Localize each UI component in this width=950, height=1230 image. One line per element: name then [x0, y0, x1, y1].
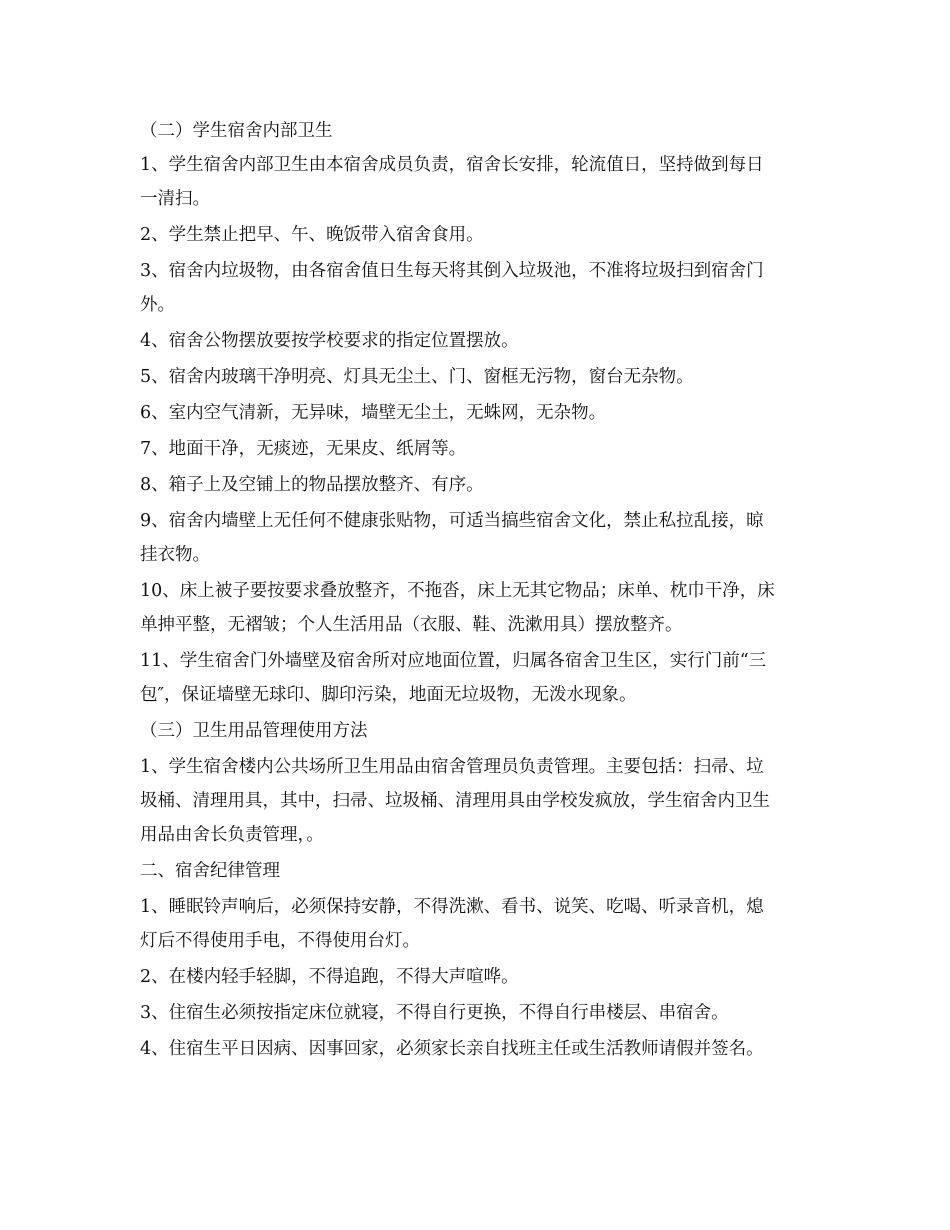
rule-item-4: 4、宿舍公物摆放要按学校要求的指定位置摆放。 — [140, 331, 519, 351]
supplies-item-1-line-2: 圾桶、清理用具，其中，扫帚、垃圾桶、清理用具由学校发疯放，学生宿舍内卫生 — [140, 791, 770, 811]
supplies-item-1-line-3: 用品由舍长负责管理，。 — [140, 825, 324, 845]
discipline-item-4: 4、住宿生平日因病、因事回家，必须家长亲自找班主任或生活教师请假并签名。 — [140, 1039, 764, 1059]
rule-item-6: 6、室内空气清新，无异味，墙壁无尘土，无蛛网，无杂物。 — [140, 403, 607, 423]
rule-item-11-line-2: 包″，保证墙壁无球印、脚印污染，地面无垃圾物，无泼水现象。 — [140, 685, 637, 705]
document-page — [140, 116, 820, 1070]
discipline-item-1-line-2: 灯后不得使用手电，不得使用台灯。 — [140, 931, 420, 951]
section-heading-hygiene-supplies: （三）卫生用品管理使用方法 — [140, 721, 368, 741]
rule-item-9-line-2: 挂衣物。 — [140, 545, 210, 565]
rule-item-2: 2、学生禁止把早、午、晚饭带入宿舍食用。 — [140, 225, 484, 245]
section-heading-dorm-discipline: 二、宿舍纪律管理 — [140, 861, 280, 881]
discipline-item-1-line-1: 1、睡眠铃声响后，必须保持安静，不得洗漱、看书、说笑、吃喝、听录音机，熄 — [140, 897, 764, 917]
rule-item-8: 8、箱子上及空铺上的物品摆放整齐、有序。 — [140, 475, 484, 495]
rule-item-10-line-2: 单抻平整，无褶皱；个人生活用品（衣服、鞋、洗漱用具）摆放整齐。 — [140, 615, 683, 635]
rule-item-10-line-1: 10、床上被子要按要求叠放整齐，不拖沓，床上无其它物品；床单、枕巾干净，床 — [140, 581, 775, 601]
rule-item-1-line-1: 1、学生宿舍内部卫生由本宿舍成员负责，宿舍长安排，轮流值日，坚持做到每日 — [140, 155, 764, 175]
discipline-item-2: 2、在楼内轻手轻脚，不得追跑，不得大声喧哗。 — [140, 967, 519, 987]
rule-item-7: 7、地面干净，无痰迹，无果皮、纸屑等。 — [140, 439, 467, 459]
section-heading-dorm-interior-hygiene: （二）学生宿舍内部卫生 — [140, 121, 333, 141]
rule-item-5: 5、宿舍内玻璃干净明亮、灯具无尘土、门、窗框无污物，窗台无杂物。 — [140, 367, 694, 387]
discipline-item-3: 3、住宿生必须按指定床位就寝，不得自行更换，不得自行串楼层、串宿舍。 — [140, 1003, 729, 1023]
rule-item-9-line-1: 9、宿舍内墙壁上无任何不健康张贴物，可适当搞些宿舍文化，禁止私拉乱接，晾 — [140, 511, 764, 531]
rule-item-11-line-1: 11、学生宿舍门外墙壁及宿舍所对应地面位置，归属各宿舍卫生区，实行门前“三 — [140, 651, 767, 671]
rule-item-3-line-1: 3、宿舍内垃圾物，由各宿舍值日生每天将其倒入垃圾池，不准将垃圾扫到宿舍门 — [140, 261, 764, 281]
rule-item-1-line-2: 一清扫。 — [140, 189, 210, 209]
rule-item-3-line-2: 外。 — [140, 295, 175, 315]
supplies-item-1-line-1: 1、学生宿舍楼内公共场所卫生用品由宿舍管理员负责管理。主要包括：扫帚、垃 — [140, 757, 764, 777]
